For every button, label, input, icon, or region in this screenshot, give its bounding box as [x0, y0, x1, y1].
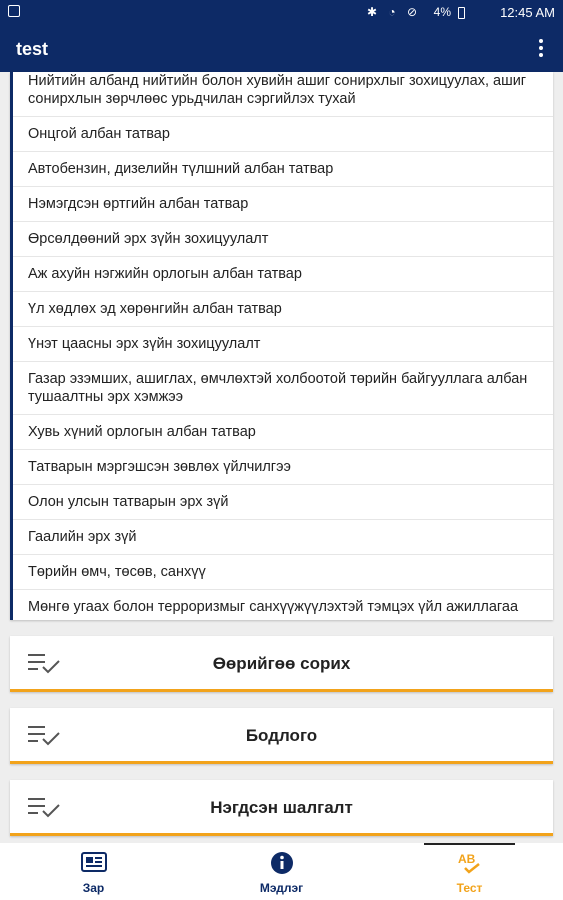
list-item[interactable]: Нэмэгдсэн өртгийн албан татвар	[13, 187, 553, 222]
list-item[interactable]: Үнэт цаасны эрх зүйн зохицуулалт	[13, 327, 553, 362]
nav-label: Мэдлэг	[259, 881, 304, 895]
list-item[interactable]: Мөнгө угаах болон терроризмыг санхүүжүүлэхтэй тэмцэх үйл ажиллагаа	[13, 590, 553, 620]
topic-list	[13, 72, 553, 620]
status-icons: ✱ ◔ ⊘	[366, 5, 421, 19]
list-item[interactable]: Төрийн өмч, төсөв, санхүү	[13, 555, 553, 590]
list-item[interactable]: Нийтийн албанд нийтийн болон хувийн ашиг сонирхлыг зохицуулах, ашиг сонирхлын зөрчлөөс урьдчилан сэргийлэх тухай	[13, 72, 553, 117]
app-bar	[0, 26, 563, 72]
nav-label: Тест	[456, 881, 483, 895]
nav-item-test[interactable]	[376, 843, 563, 900]
list-item[interactable]: Үл хөдлөх эд хөрөнгийн албан татвар	[13, 292, 553, 327]
list-item[interactable]: Татварын мэргэшсэн зөвлөх үйлчилгээ	[13, 450, 553, 485]
notification-icon	[8, 5, 20, 17]
app-title: test	[16, 39, 49, 59]
list-item[interactable]: Өрсөлдөөний эрх зүйн зохицуулалт	[13, 222, 553, 257]
nav-item-news[interactable]	[0, 843, 187, 900]
nav-label: Зар	[82, 881, 105, 895]
newspaper-icon	[81, 851, 107, 873]
active-tab-indicator	[424, 843, 515, 845]
list-item[interactable]: Хувь хүний орлогын албан татвар	[13, 415, 553, 450]
ab-test-icon	[457, 851, 483, 877]
section-problems[interactable]	[10, 708, 553, 764]
topic-list-card	[10, 72, 553, 620]
list-item[interactable]: Онцгой албан татвар	[13, 117, 553, 152]
overflow-menu-icon[interactable]	[531, 36, 551, 62]
bottom-navigation	[0, 843, 563, 900]
status-bar	[0, 0, 563, 26]
section-self-test[interactable]	[10, 636, 553, 692]
list-item[interactable]: Газар эзэмших, ашиглах, өмчлөхтэй холбоотой төрийн байгууллага албан тушаалтны эрх хэмжээ	[13, 362, 553, 415]
list-item[interactable]: Гаалийн эрх зүй	[13, 520, 553, 555]
section-combined-exam[interactable]	[10, 780, 553, 836]
svg-text:AB: AB	[457, 852, 475, 866]
nav-item-knowledge[interactable]	[188, 843, 375, 900]
clock: 12:45 AM	[500, 5, 555, 20]
section-label: Нэгдсэн шалгалт	[210, 798, 353, 817]
section-label: Өөрийгөө сорих	[212, 654, 351, 673]
list-item[interactable]: Олон улсын татварын эрх зүй	[13, 485, 553, 520]
section-label: Бодлого	[245, 726, 318, 745]
list-item[interactable]: Автобензин, дизелийн түлшний албан татвар	[13, 152, 553, 187]
battery-icon	[458, 7, 465, 19]
list-item[interactable]: Аж ахуйн нэгжийн орлогын албан татвар	[13, 257, 553, 292]
info-icon	[270, 851, 294, 875]
battery-percent: 4%	[433, 5, 451, 19]
